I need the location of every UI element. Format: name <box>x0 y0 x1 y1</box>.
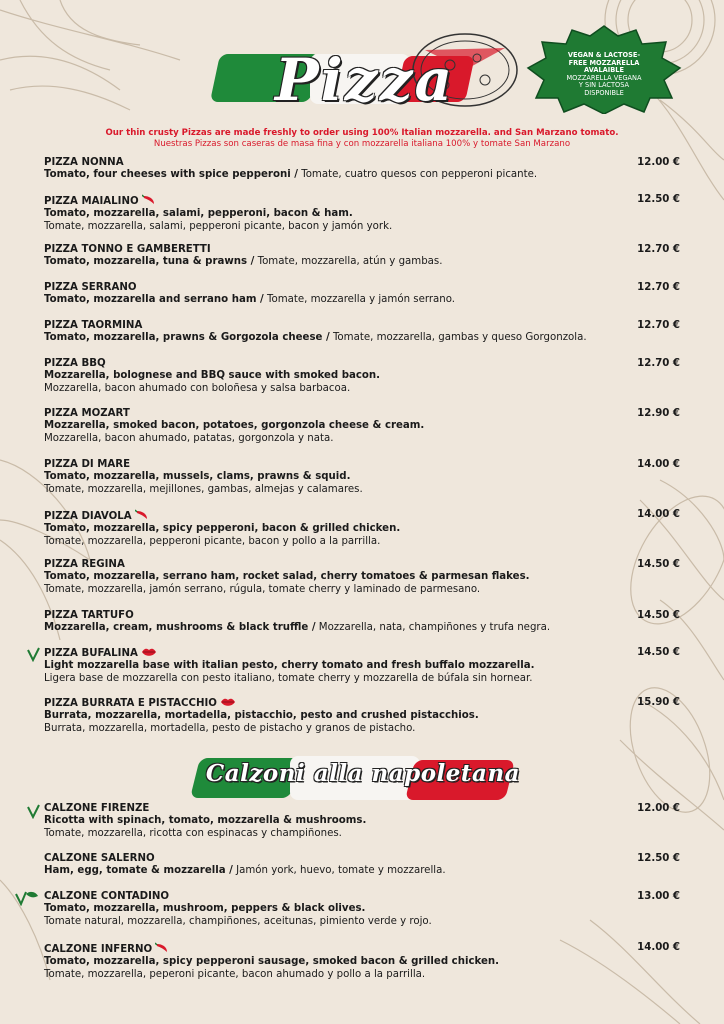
pizzas-name: PIZZA SERRANO <box>44 282 137 293</box>
calzoni-description <box>44 903 684 928</box>
calzoni-description <box>44 815 684 840</box>
calzoni-item <box>44 803 684 840</box>
pizzas-item <box>44 610 684 635</box>
pizzas-description-spanish: Mozzarella, bacon ahumado con boloñesa y salsa barbacoa. <box>44 382 351 394</box>
pizzas-description <box>44 370 684 395</box>
calzoni-title-block <box>195 748 525 810</box>
vegan-badge-title: VEGAN & LACTOSE-FREE MOZZARELLA AVALAIBLE <box>567 51 641 75</box>
calzoni-description-english: Ham, egg, tomate & mozzarella / <box>44 865 233 877</box>
calzoni-price: 14.00 € <box>637 942 680 953</box>
page-title: Pizza <box>275 46 455 114</box>
pizzas-price: 14.00 € <box>637 459 680 470</box>
pizzas-item <box>44 408 684 445</box>
pizzas-name: PIZZA MAIALINO <box>44 196 139 207</box>
intro-spanish: Nuestras Pizzas son caseras de masa fina y con mozzarella italiana 100% y tomate San Marzano <box>153 139 571 149</box>
pizzas-description <box>44 622 684 634</box>
calzoni-description-english: Tomato, mozzarella, mushroom, peppers & black olives. <box>44 903 366 915</box>
pizzas-price: 12.70 € <box>637 282 680 293</box>
pizzas-price: 14.00 € <box>637 509 680 520</box>
pizzas-name: PIZZA DIAVOLA <box>44 511 132 522</box>
pizzas-description <box>44 523 684 548</box>
pizzas-description-english: Mozzarella, bolognese and BBQ sauce with smoked bacon. <box>44 370 381 382</box>
calzoni-description <box>44 956 684 981</box>
pizzas-description-english: Burrata, mozzarella, mortadella, pistacchio, pesto and crushed pistacchios. <box>44 710 479 722</box>
calzoni-description-spanish: Jamón york, huevo, tomate y mozzarella. <box>232 865 446 877</box>
pizzas-name: PIZZA TARTUFO <box>44 610 134 621</box>
pizzas-item <box>44 559 684 596</box>
pizzas-price: 12.50 € <box>637 194 680 205</box>
pizzas-name: PIZZA NONNA <box>44 157 124 168</box>
vegetarian-icon <box>26 646 42 662</box>
pizzas-price: 14.50 € <box>637 559 680 570</box>
pizzas-description-spanish: Tomate, mozzarella, pepperoni picante, bacon y pollo a la parrilla. <box>44 535 381 547</box>
pizzas-item <box>44 320 684 345</box>
chili-icon <box>155 942 169 954</box>
pizzas-description <box>44 294 684 306</box>
calzoni-description-spanish: Tomate natural, mozzarella, champiñones, aceitunas, pimiento verde y rojo. <box>44 915 432 927</box>
pizzas-description <box>44 208 684 233</box>
pizzas-description-english: Tomato, mozzarella, spicy pepperoni, bacon & grilled chicken. <box>44 523 401 535</box>
pizzas-description-english: Tomato, four cheeses with spice pepperoni / <box>44 169 298 181</box>
calzoni-price: 13.00 € <box>637 891 680 902</box>
vegan-icon <box>14 890 30 906</box>
pizzas-price: 12.70 € <box>637 244 680 255</box>
pizzas-description-spanish: Tomate, mozzarella y jamón serrano. <box>263 294 456 306</box>
pizzas-price: 14.50 € <box>637 610 680 621</box>
calzoni-section-title: Calzoni alla napoletana <box>205 760 521 787</box>
pizzas-description-spanish: Tomate, mozzarella, mejillones, gambas, almejas y calamares. <box>44 483 363 495</box>
calzoni-name: CALZONE CONTADINO <box>44 891 170 902</box>
pizzas-description-english: Light mozzarella base with italian pesto, cherry tomato and fresh buffalo mozzarella. <box>44 660 535 672</box>
pizzas-description-english: Tomato, mozzarella, mussels, clams, prawns & squid. <box>44 471 351 483</box>
pizzas-description-spanish: Tomate, mozzarella, gambas y queso Gorgonzola. <box>329 332 587 344</box>
pizzas-description <box>44 710 684 735</box>
chili-icon <box>135 509 149 521</box>
pizzas-name: PIZZA TONNO E GAMBERETTI <box>44 244 211 255</box>
calzoni-name: CALZONE FIRENZE <box>44 803 150 814</box>
vegetarian-icon <box>26 803 42 819</box>
calzoni-description <box>44 865 684 877</box>
calzoni-description-english: Tomato, mozzarella, spicy pepperoni sausage, smoked bacon & grilled chicken. <box>44 956 500 968</box>
intro-english: Our thin crusty Pizzas are made freshly to order using 100% Italian mozzarella. and San Marzano tomato. <box>105 128 619 138</box>
lips-icon <box>220 697 236 707</box>
pizzas-description-spanish: Mozzarella, bacon ahumado, patatas, gorgonzola y nata. <box>44 432 334 444</box>
calzoni-item <box>44 891 684 928</box>
pizzas-item <box>44 697 684 735</box>
pizzas-description-english: Tomato, mozzarella, serrano ham, rocket salad, cherry tomatoes & parmesan flakes. <box>44 571 530 583</box>
pizzas-item <box>44 157 684 182</box>
calzoni-description-english: Ricotta with spinach, tomato, mozzarella & mushrooms. <box>44 815 367 827</box>
pizzas-description-spanish: Tomate, mozzarella, salami, pepperoni picante, bacon y jamón york. <box>44 220 393 232</box>
pizzas-description <box>44 471 684 496</box>
calzoni-item <box>44 942 684 981</box>
pizzas-name: PIZZA REGINA <box>44 559 125 570</box>
pizzas-item <box>44 282 684 307</box>
pizzas-price: 14.50 € <box>637 647 680 658</box>
pizzas-name: PIZZA BURRATA E PISTACCHIO <box>44 698 217 709</box>
pizzas-name: PIZZA BUFALINA <box>44 648 138 659</box>
pizzas-description <box>44 169 684 181</box>
pizzas-name: PIZZA BBQ <box>44 358 106 369</box>
pizzas-price: 12.90 € <box>637 408 680 419</box>
pizzas-item <box>44 194 684 233</box>
pizzas-name: PIZZA MOZART <box>44 408 130 419</box>
pizzas-price: 12.00 € <box>637 157 680 168</box>
vegan-lactose-free-badge <box>526 24 682 114</box>
pizzas-description-english: Mozzarella, smoked bacon, potatoes, gorgonzola cheese & cream. <box>44 420 425 432</box>
pizzas-description-spanish: Tomate, mozzarella, jamón serrano, rúgula, tomate cherry y laminado de parmesano. <box>44 583 481 595</box>
pizzas-item <box>44 244 684 269</box>
pizzas-description-spanish: Ligera base de mozzarella con pesto italiano, tomate cherry y mozzarella de búfala sin hornear. <box>44 672 533 684</box>
vegan-badge-subtitle: MOZZARELLA VEGANA Y SIN LACTOSA DISPONIBLE <box>566 73 642 97</box>
pizzas-price: 15.90 € <box>637 697 680 708</box>
pizzas-description-english: Tomato, mozzarella, salami, pepperoni, bacon & ham. <box>44 208 353 220</box>
pizzas-price: 12.70 € <box>637 320 680 331</box>
intro-text <box>0 128 724 150</box>
calzoni-price: 12.00 € <box>637 803 680 814</box>
pizzas-price: 12.70 € <box>637 358 680 369</box>
pizzas-description-english: Tomato, mozzarella and serrano ham / <box>44 294 264 306</box>
pizzas-description <box>44 332 684 344</box>
pizzas-item <box>44 459 684 496</box>
pizzas-description <box>44 420 684 445</box>
pizza-title-block <box>215 36 525 126</box>
pizzas-description-spanish: Burrata, mozzarella, mortadella, pesto de pistacho y granos de pistacho. <box>44 722 416 734</box>
calzoni-description-spanish: Tomate, mozzarella, ricotta con espinacas y champiñones. <box>44 827 342 839</box>
calzoni-price: 12.50 € <box>637 853 680 864</box>
calzoni-name: CALZONE INFERNO <box>44 944 153 955</box>
pizzas-item <box>44 647 684 685</box>
pizzas-name: PIZZA DI MARE <box>44 459 131 470</box>
pizzas-description-spanish: Mozzarella, nata, champiñones y trufa negra. <box>315 622 551 634</box>
calzoni-name: CALZONE SALERNO <box>44 853 155 864</box>
chili-icon <box>142 194 156 206</box>
pizzas-description-english: Mozzarella, cream, mushrooms & black truffle / <box>44 622 316 634</box>
pizzas-description-english: Tomato, mozzarella, tuna & prawns / <box>44 256 255 268</box>
pizzas-item <box>44 358 684 395</box>
pizzas-description <box>44 660 684 685</box>
pizzas-name: PIZZA TAORMINA <box>44 320 143 331</box>
pizzas-description <box>44 256 684 268</box>
calzoni-description-spanish: Tomate, mozzarella, peperoni picante, bacon ahumado y pollo a la parrilla. <box>44 968 426 980</box>
pizzas-description-spanish: Tomate, cuatro quesos con pepperoni picante. <box>297 169 538 181</box>
pizzas-description-spanish: Tomate, mozzarella, atún y gambas. <box>254 256 443 268</box>
pizzas-description <box>44 571 684 596</box>
pizzas-item <box>44 509 684 548</box>
lips-icon <box>141 647 157 657</box>
pizzas-description-english: Tomato, mozzarella, prawns & Gorgozola cheese / <box>44 332 330 344</box>
calzoni-item <box>44 853 684 878</box>
